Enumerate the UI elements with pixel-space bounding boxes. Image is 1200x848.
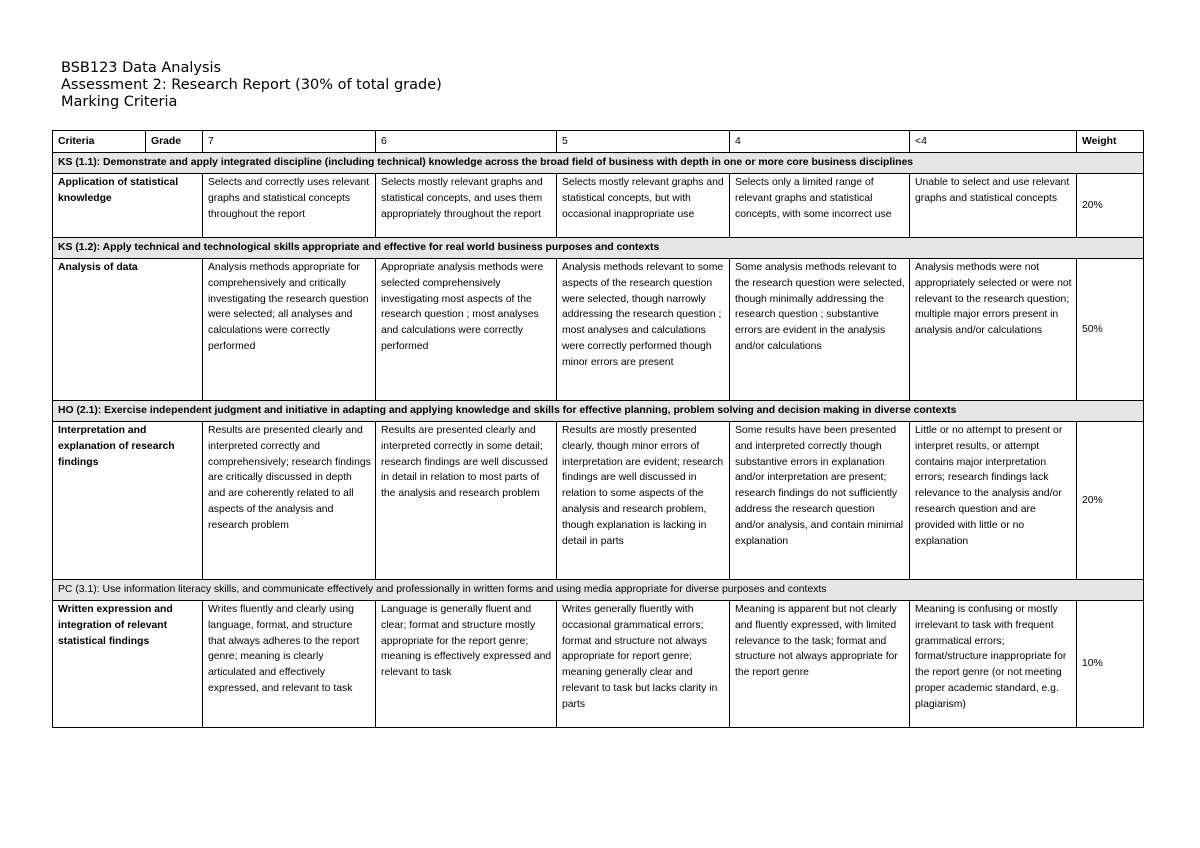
descriptor-grade-5: Results are mostly presented clearly, though minor errors of interpretation are evident; research findings are well discussed in relation to some aspects of the analysis and research problem, though explanation is lacking in detail in parts (557, 422, 730, 580)
descriptor-grade-6: Selects mostly relevant graphs and statistical concepts, and uses them appropriately throughout the report (376, 174, 557, 238)
criterion-name: Analysis of data (53, 259, 203, 401)
criterion-row (53, 601, 1144, 728)
criterion-weight: 10% (1077, 601, 1144, 728)
descriptor-grade-5: Writes generally fluently with occasional grammatical errors; format and structure not always appropriate for report genre; meaning generally clear and relevant to task but lacks clarity in parts (557, 601, 730, 728)
criterion-row (53, 259, 1144, 401)
descriptor-grade-4: Some analysis methods relevant to the research question were selected, though minimally addressing the research question ; substantive errors are evident in the analysis and/or calculations (730, 259, 910, 401)
criterion-weight: 20% (1077, 174, 1144, 238)
section-title: PC (3.1): Use information literacy skills, and communicate effectively and professionally in written forms and using media appropriate for diverse purposes and contexts (53, 580, 1144, 601)
section-title: KS (1.2): Apply technical and technological skills appropriate and effective for real world business purposes and contexts (53, 238, 1144, 259)
descriptor-grade-7: Selects and correctly uses relevant graphs and statistical concepts throughout the report (203, 174, 376, 238)
header-grade-4: 4 (730, 131, 910, 153)
descriptor-grade-6: Appropriate analysis methods were selected comprehensively investigating most aspects of the research question ; most analyses and calculations were correctly performed (376, 259, 557, 401)
section-row (53, 580, 1144, 601)
section-title: KS (1.1): Demonstrate and apply integrated discipline (including technical) knowledge across the broad field of business with depth in one or more core business disciplines (53, 153, 1144, 174)
descriptor-grade-4: Some results have been presented and interpreted correctly though substantive errors in explanation and/or interpretation are present; research findings do not sufficiently address the research question and/or analysis, and contain minimal explanation (730, 422, 910, 580)
table-header-row (53, 131, 1144, 153)
descriptor-grade-4: Meaning is apparent but not clearly and fluently expressed, with limited relevance to the task; format and structure not always appropriate for the report genre (730, 601, 910, 728)
section-title: HO (2.1): Exercise independent judgment and initiative in adapting and applying knowledge and skills for effective planning, problem solving and decision making in diverse contexts (53, 401, 1144, 422)
descriptor-grade-lt4: Unable to select and use relevant graphs and statistical concepts (910, 174, 1077, 238)
header-grade-lt4: <4 (910, 131, 1077, 153)
criterion-name: Written expression and integration of relevant statistical findings (53, 601, 203, 728)
section-row (53, 153, 1144, 174)
criterion-name: Application of statistical knowledge (53, 174, 203, 238)
assessment-title: Assessment 2: Research Report (30% of total grade) (61, 77, 442, 93)
section-row (53, 401, 1144, 422)
descriptor-grade-7: Results are presented clearly and interpreted correctly and comprehensively; research findings are critically discussed in depth and are coherently related to all aspects of the analysis and research problem (203, 422, 376, 580)
header-grade-6: 6 (376, 131, 557, 153)
marking-criteria-title: Marking Criteria (61, 94, 178, 110)
criterion-row (53, 174, 1144, 238)
document-header (61, 60, 442, 111)
criterion-row (53, 422, 1144, 580)
header-grade: Grade (146, 131, 203, 153)
header-grade-7: 7 (203, 131, 376, 153)
course-title: BSB123 Data Analysis (61, 60, 222, 76)
section-row (53, 238, 1144, 259)
descriptor-grade-4: Selects only a limited range of relevant graphs and statistical concepts, with some incorrect use (730, 174, 910, 238)
header-weight: Weight (1077, 131, 1144, 153)
criterion-weight: 50% (1077, 259, 1144, 401)
descriptor-grade-lt4: Meaning is confusing or mostly irrelevant to task with frequent grammatical errors; format/structure inappropriate for the report genre (or not meeting proper academic standard, e.g. plagiarism) (910, 601, 1077, 728)
descriptor-grade-7: Writes fluently and clearly using language, format, and structure that always adheres to the report genre; meaning is clearly articulated and effectively expressed, and relevant to task (203, 601, 376, 728)
marking-criteria-table (52, 130, 1144, 728)
header-grade-5: 5 (557, 131, 730, 153)
descriptor-grade-6: Language is generally fluent and clear; format and structure mostly appropriate for the report genre; meaning is effectively expressed and relevant to task (376, 601, 557, 728)
criterion-name: Interpretation and explanation of research findings (53, 422, 203, 580)
descriptor-grade-6: Results are presented clearly and interpreted correctly in some detail; research findings are well discussed in detail in relation to most parts of the analysis and research problem (376, 422, 557, 580)
descriptor-grade-5: Analysis methods relevant to some aspects of the research question were selected, though narrowly addressing the research question ; most analyses and calculations were correctly performed though minor errors are present (557, 259, 730, 401)
header-criteria: Criteria (53, 131, 146, 153)
descriptor-grade-5: Selects mostly relevant graphs and statistical concepts, but with occasional inappropriate use (557, 174, 730, 238)
descriptor-grade-lt4: Little or no attempt to present or interpret results, or attempt contains major interpretation errors; research findings lack relevance to the analysis and/or research question and are provided with little or no explanation (910, 422, 1077, 580)
descriptor-grade-7: Analysis methods appropriate for comprehensively and critically investigating the research question were selected; all analyses and calculations were correctly performed (203, 259, 376, 401)
descriptor-grade-lt4: Analysis methods were not appropriately selected or were not relevant to the research question; multiple major errors present in analysis and/or calculations (910, 259, 1077, 401)
criterion-weight: 20% (1077, 422, 1144, 580)
